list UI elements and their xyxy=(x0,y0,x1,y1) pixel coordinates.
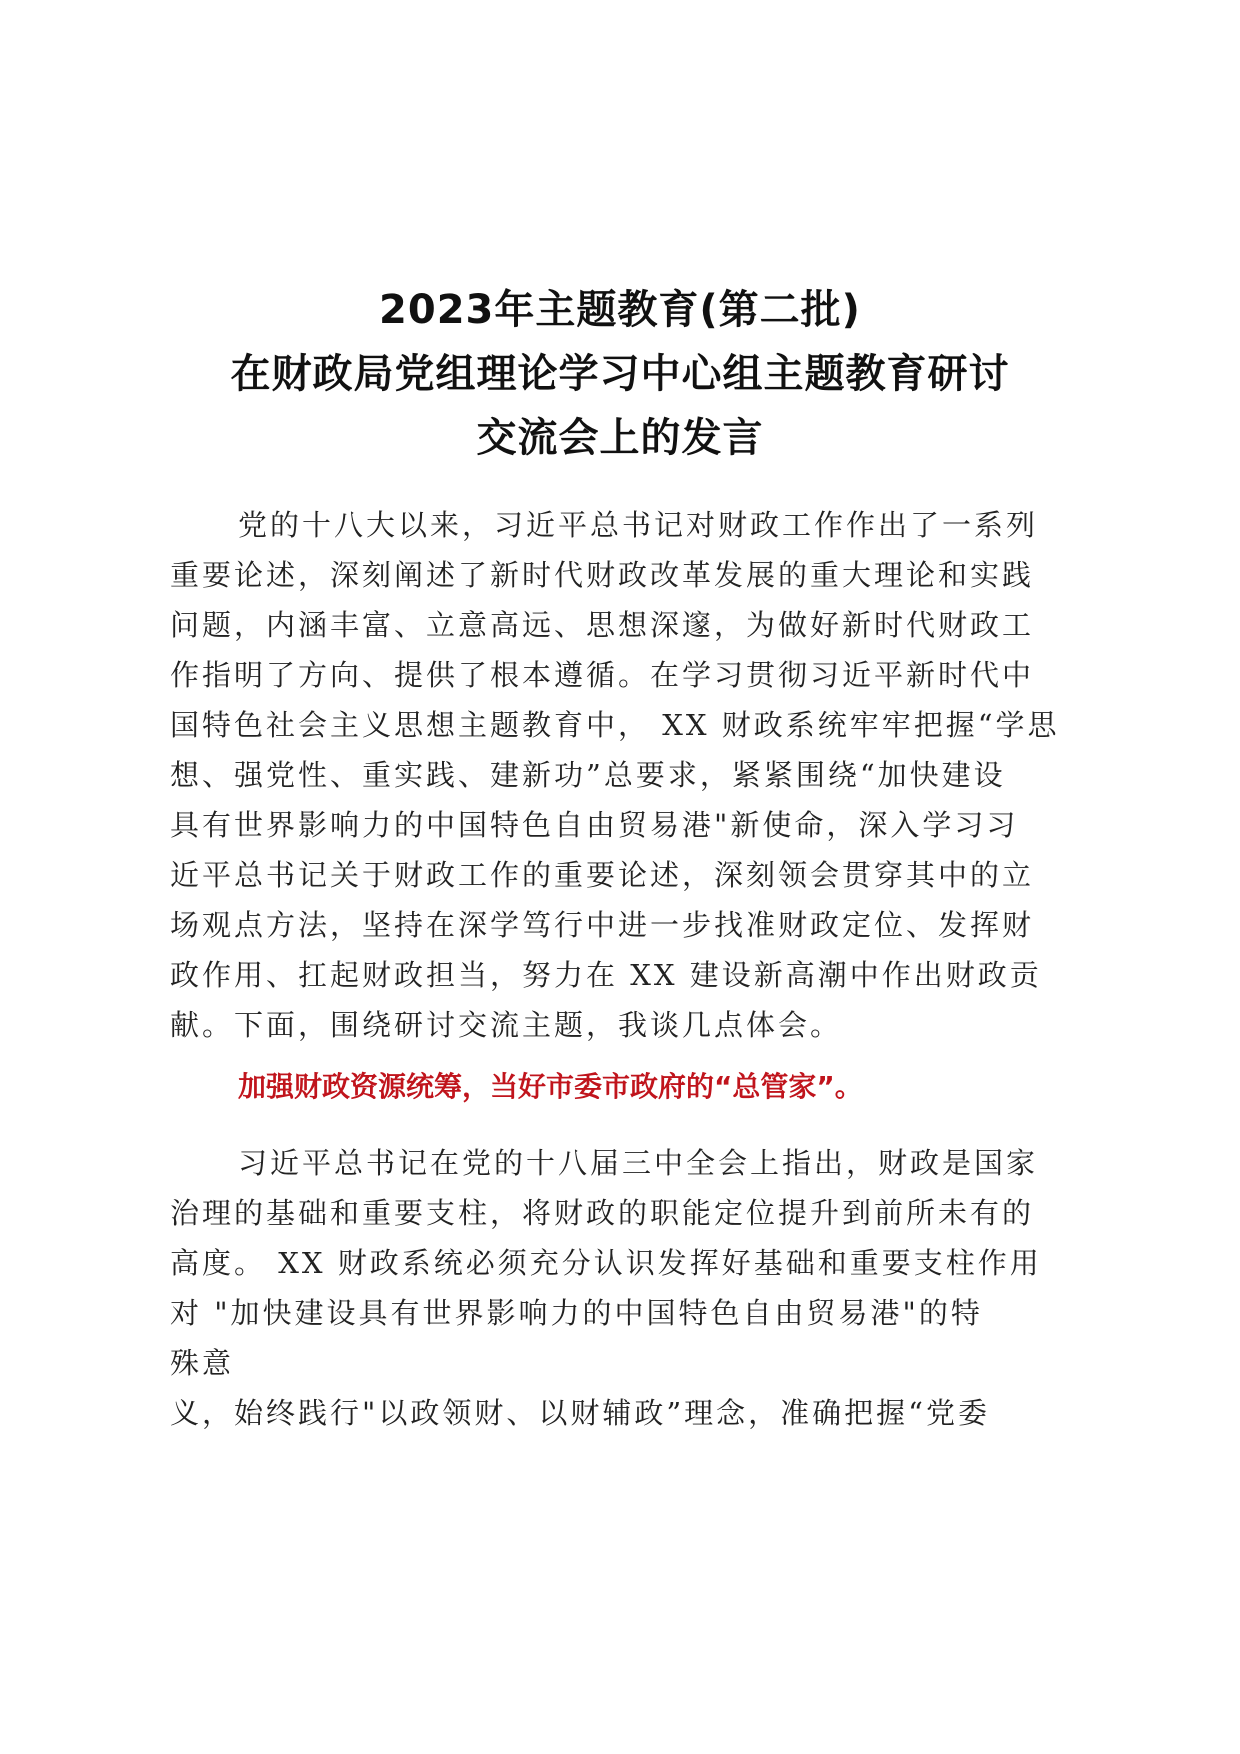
paragraph-line: 习近平总书记在党的十八届三中全会上指出，财政是国家 xyxy=(238,1146,1039,1180)
paragraph-section-1 xyxy=(170,1138,1070,1438)
paragraph-line: 献。下面，围绕研讨交流主题，我谈几点体会。 xyxy=(170,1008,843,1042)
paragraph-line: 想、强党性、重实践、建新功”总要求，紧紧围绕“加快建设 xyxy=(170,758,1006,792)
title-line-2: 在财政局党组理论学习中心组主题教育研讨 xyxy=(230,351,1010,397)
paragraph-intro xyxy=(170,500,1070,1050)
paragraph-line: 具有世界影响力的中国特色自由贸易港"新使命，深入学习习 xyxy=(170,808,1019,842)
document-title xyxy=(120,278,1120,470)
paragraph-line: 高度。 XX 财政系统必须充分认识发挥好基础和重要支柱作用 xyxy=(170,1246,1042,1280)
paragraph-line: 对 "加快建设具有世界影响力的中国特色自由贸易港"的特 xyxy=(170,1296,983,1330)
paragraph-line: 殊意 xyxy=(170,1346,235,1380)
paragraph-line: 作指明了方向、提供了根本遵循。在学习贯彻习近平新时代中 xyxy=(170,658,1035,692)
paragraph-line: 近平总书记关于财政工作的重要论述，深刻领会贯穿其中的立 xyxy=(170,858,1035,892)
paragraph-line: 义，始终践行"以政领财、以财辅政”理念，准确把握“党委 xyxy=(170,1396,990,1430)
paragraph-line: 国特色社会主义思想主题教育中， XX 财政系统牢牢把握“学思 xyxy=(170,708,1060,742)
section-heading: 加强财政资源统筹，当好市委市政府的“总管家”。 xyxy=(238,1070,863,1103)
title-line-1: 2023年主题教育(第二批) xyxy=(379,287,861,333)
paragraph-line: 政作用、扛起财政担当，努力在 XX 建设新高潮中作出财政贡 xyxy=(170,958,1042,992)
paragraph-line: 问题，内涵丰富、立意高远、思想深邃，为做好新时代财政工 xyxy=(170,608,1035,642)
paragraph-line: 治理的基础和重要支柱，将财政的职能定位提升到前所未有的 xyxy=(170,1196,1035,1230)
title-line-3: 交流会上的发言 xyxy=(476,415,764,461)
paragraph-line: 场观点方法，坚持在深学笃行中进一步找准财政定位、发挥财 xyxy=(170,908,1035,942)
paragraph-line: 重要论述，深刻阐述了新时代财政改革发展的重大理论和实践 xyxy=(170,558,1035,592)
paragraph-line: 党的十八大以来，习近平总书记对财政工作作出了一系列 xyxy=(238,508,1039,542)
